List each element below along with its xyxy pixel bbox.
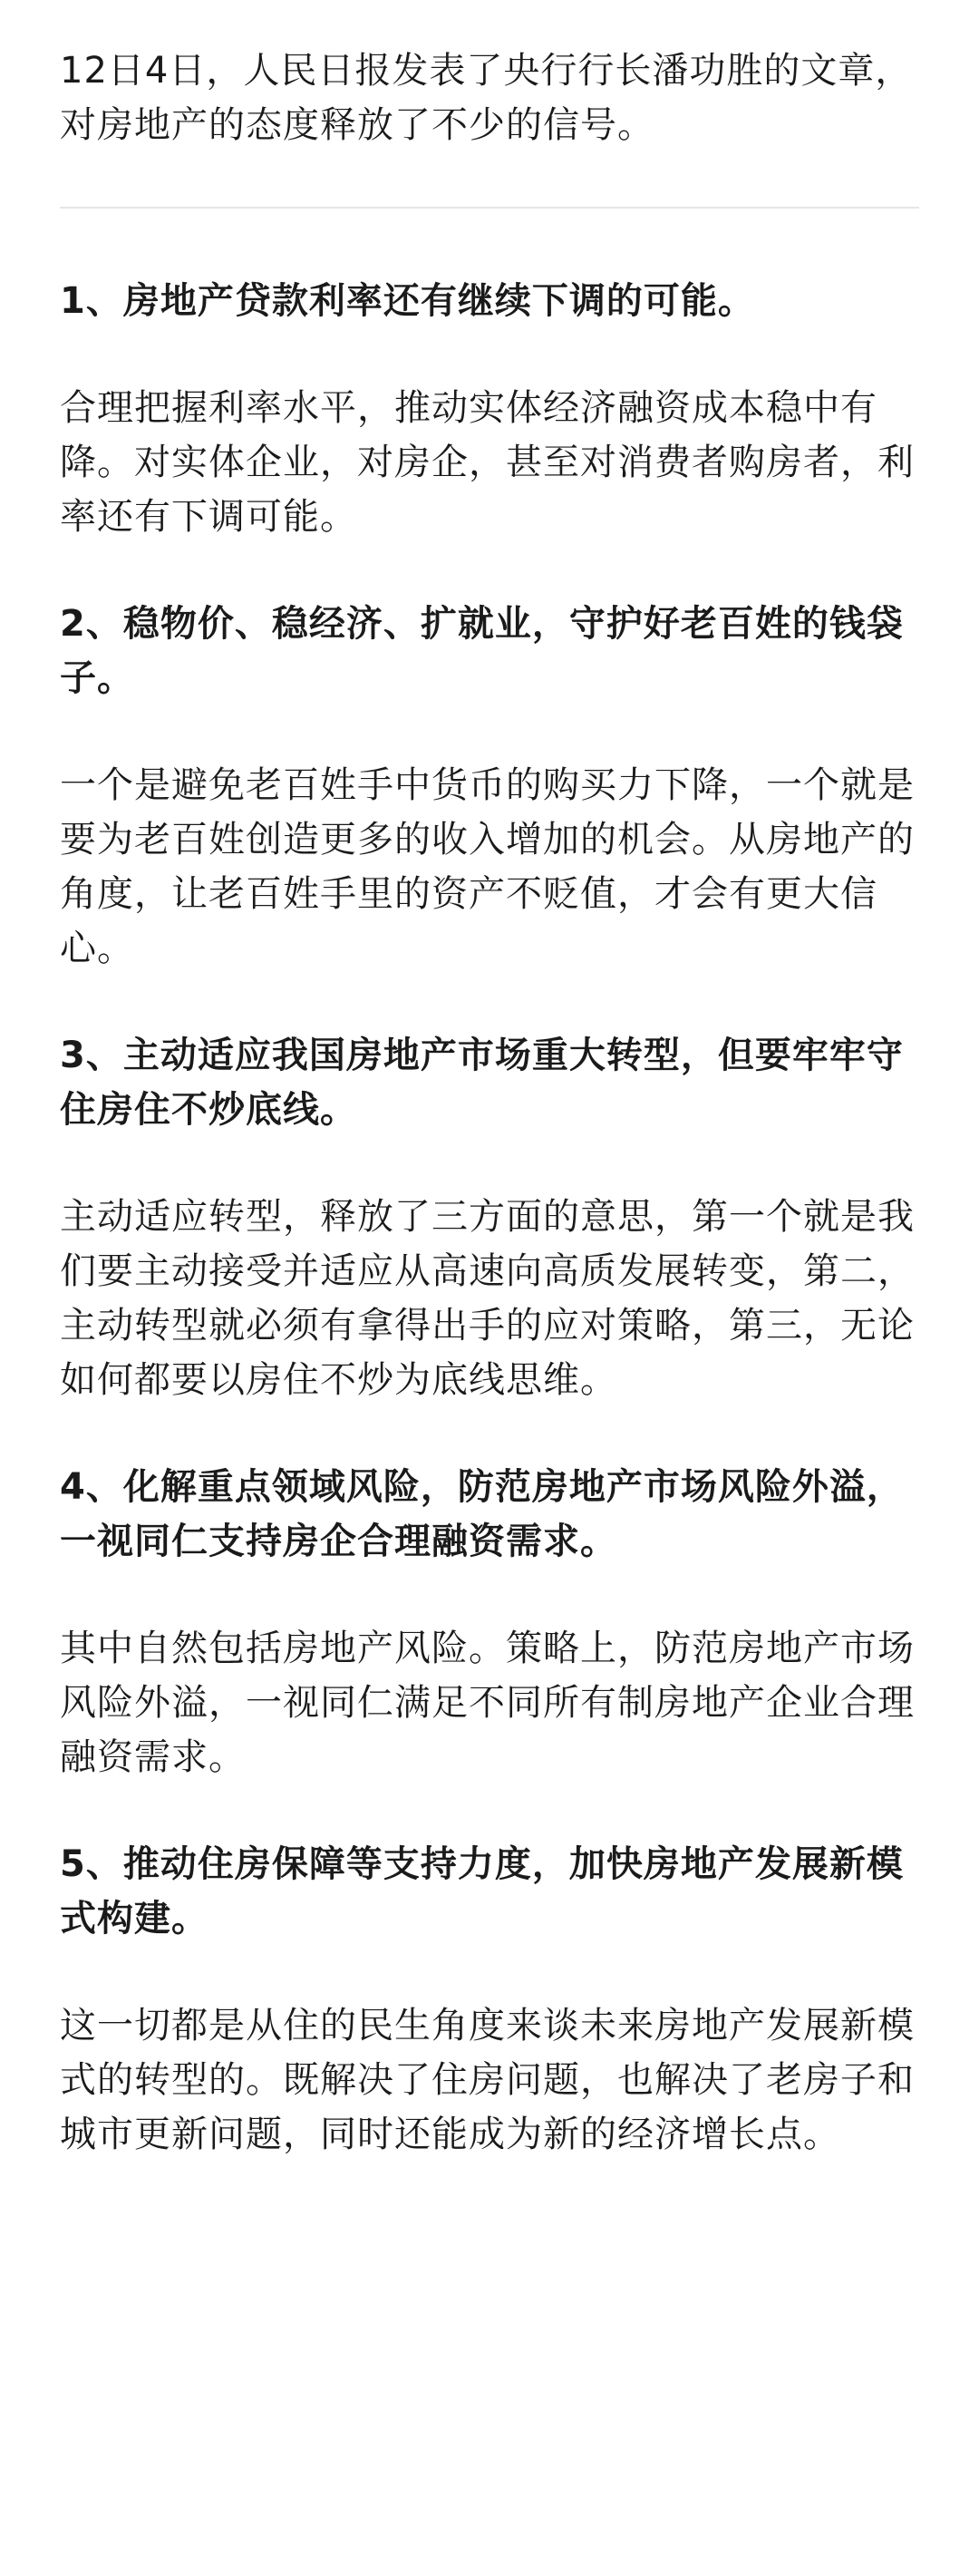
section-heading-3: 3、主动适应我国房地产市场重大转型，但要牢牢守住房住不炒底线。 (60, 1035, 904, 1131)
section-body-1: 合理把握利率水平，推动实体经济融资成本稳中有降。对实体企业，对房企，甚至对消费者购房者，利率还有下调可能。 (60, 387, 915, 538)
section-heading-5: 5、推动住房保障等支持力度，加快房地产发展新模式构建。 (60, 1843, 904, 1939)
section-heading-2: 2、稳物价、稳经济、扩就业，守护好老百姓的钱袋子。 (60, 603, 904, 699)
intro-paragraph: 12日4日，人民日报发表了央行行长潘功胜的文章，对房地产的态度释放了不少的信号。 (60, 50, 913, 146)
section-body-2: 一个是避免老百姓手中货币的购买力下降，一个就是要为老百姓创造更多的收入增加的机会。从房地产的角度，让老百姓手里的资产不贬值，才会有更大信心。 (60, 764, 915, 969)
section-body-5: 这一切都是从住的民生角度来谈未来房地产发展新模式的转型的。既解决了住房问题，也解决了老房子和城市更新问题，同时还能成为新的经济增长点。 (60, 2005, 915, 2155)
section-heading-4: 4、化解重点领域风险，防范房地产市场风险外溢，一视同仁支持房企合理融资需求。 (60, 1466, 904, 1562)
section-heading-1: 1、房地产贷款利率还有继续下调的可能。 (60, 280, 755, 322)
section-body-4: 其中自然包括房地产风险。策略上，防范房地产市场风险外溢，一视同仁满足不同所有制房地产企业合理融资需求。 (60, 1628, 915, 1778)
section-body-3: 主动适应转型，释放了三方面的意思，第一个就是我们要主动接受并适应从高速向高质发展转变，第二，主动转型就必须有拿得出手的应对策略，第三，无论如何都要以房住不炒为底线思维。 (60, 1196, 915, 1401)
divider (60, 207, 919, 209)
